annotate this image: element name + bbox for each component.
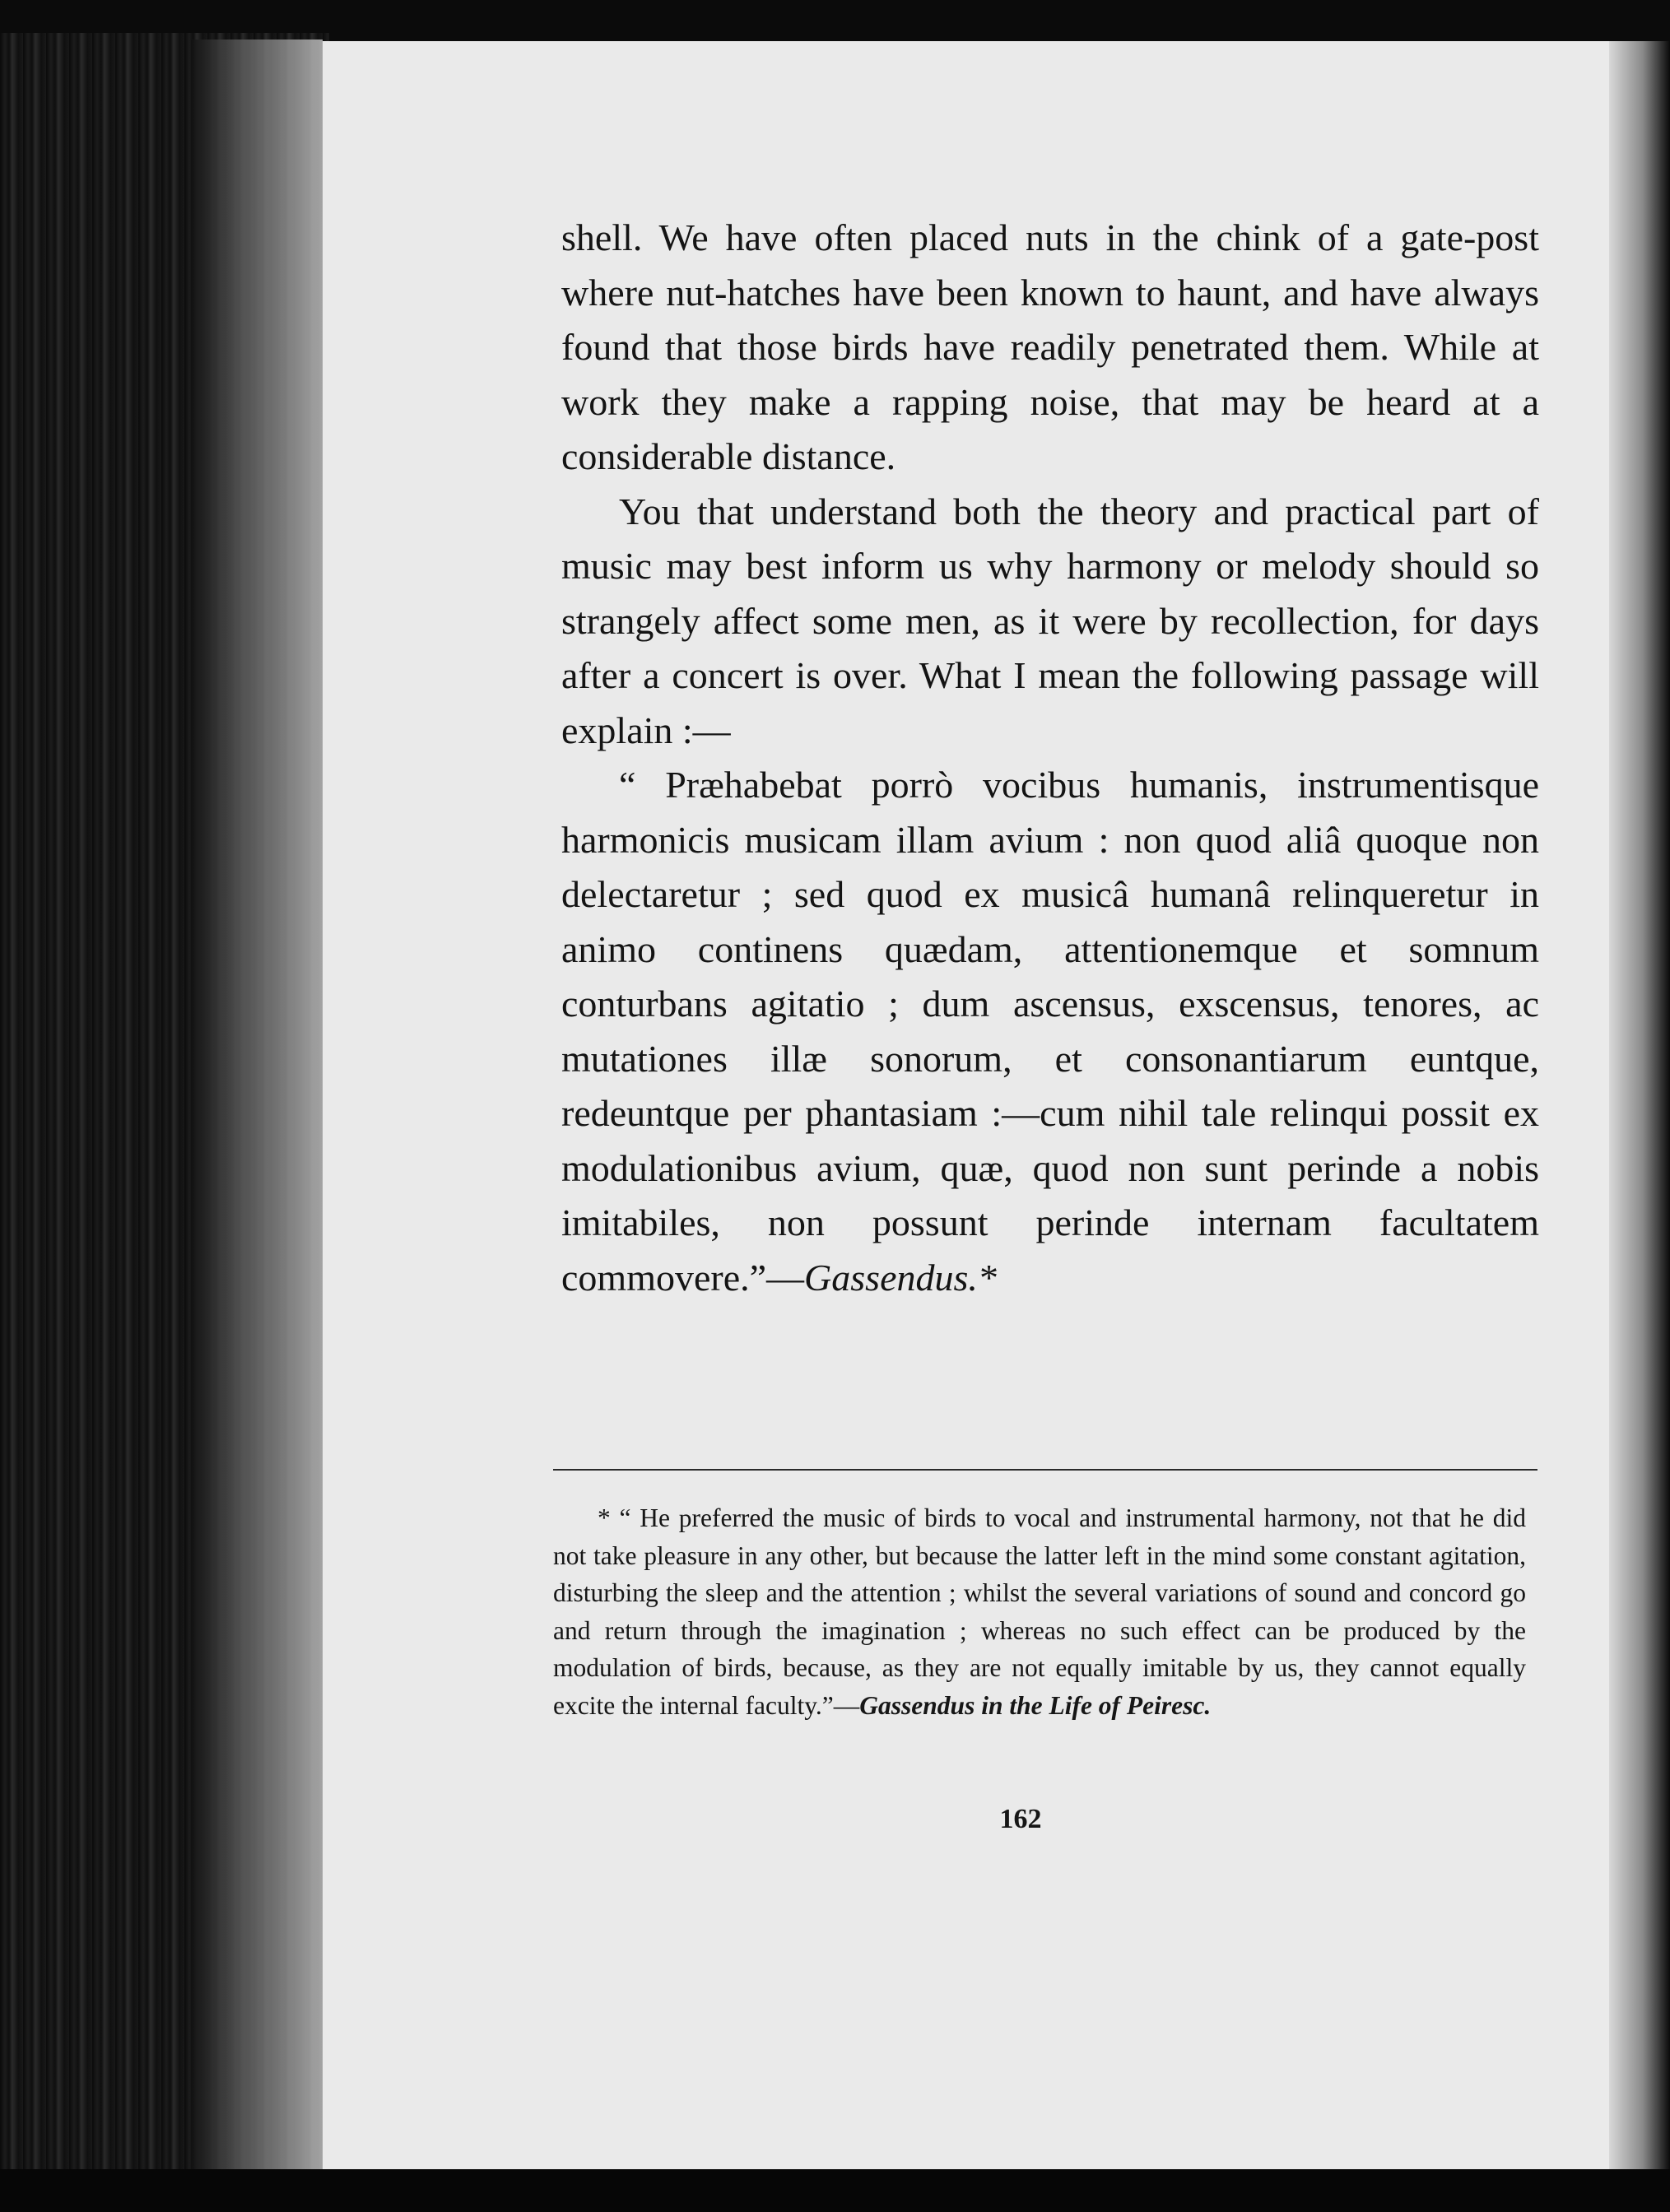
body-text — [561, 211, 1539, 1305]
paragraph-latin-quote — [561, 758, 1539, 1305]
footnote — [553, 1499, 1526, 1724]
paragraph-nut-hatches: shell. We have often placed nuts in the chink of a gate-post where nut-hatches have been known to haunt, and have always found that those birds have readily penetrated them. While at work they make a rapping noise, that may be heard at a considerable distance. — [561, 216, 1539, 477]
book-spine-shadow — [191, 40, 323, 2171]
footnote-divider — [553, 1469, 1537, 1471]
footnote-attribution: Gassendus in the Life of Peiresc. — [859, 1690, 1212, 1720]
scan-bottom-border — [0, 2169, 1670, 2212]
paragraph-music: You that understand both the theory and practical part of music may best inform us why harmony or melody should so strangely affect some men, as it were by recollection, for days after a concert is over. What I mean the following passage will explain :— — [561, 490, 1539, 751]
page-number: 162 — [999, 1804, 1042, 1834]
quote-attribution: Gassendus.* — [804, 1256, 997, 1299]
page-right-edge — [1609, 41, 1670, 2172]
latin-quote-text: “ Præhabebat porrò vocibus humanis, instrumentisque harmonicis musicam illam avium : non quod aliâ quoque non delectaretur ; sed quod ex musicâ humanâ relinqueretur in animo continens quædam, attentionemque et somnum conturbans agitatio ; dum ascensus, exscensus, tenores, ac mutationes illæ sonorum, et consonantiarum euntque, redeuntque per phantasiam :—cum nihil tale relinqui possit ex modulationibus avium, quæ, quod non sunt perinde a nobis imitabiles, non possunt perinde internam facultatem commovere.”— — [561, 764, 1539, 1299]
footnote-text: * “ He preferred the music of birds to vocal and instrumental harmony, not that he did not take pleasure in any other, but because the latter left in the mind some constant agitation, disturbing the sleep and the attention ; whilst the several variations of sound and concord go and return through the imagination ; whereas no such effect can be produced by the modulation of birds, because, as they are not equally imitable by us, they cannot equally excite the internal faculty.”— — [553, 1503, 1526, 1720]
